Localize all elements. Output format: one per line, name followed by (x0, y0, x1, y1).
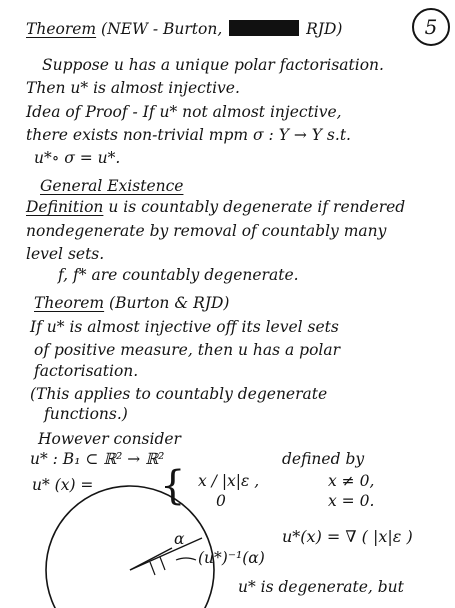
hatch-mark (150, 562, 155, 575)
theorem1-heading: Theorem (26, 20, 97, 38)
definition-line: f, f* are countably degenerate. (58, 266, 299, 284)
definition-label: Definition (26, 198, 104, 216)
unit-disc (46, 486, 214, 608)
theorem2-line: If u* is almost injective off its level sets (30, 318, 339, 336)
ray-segment (130, 538, 202, 570)
definition-line: level sets. (26, 245, 105, 263)
theorem2-attribution: (Burton & RJD) (109, 294, 230, 312)
defined-by: defined by (282, 450, 365, 468)
however-lead: However consider (38, 430, 181, 448)
definition-line: nondegenerate by removal of countably many (26, 222, 387, 240)
theorem2-heading: Theorem (34, 294, 105, 312)
hatch-mark (160, 557, 165, 570)
theorem1-line: Then u* is almost injective. (26, 79, 240, 97)
section-heading: General Existence (40, 177, 184, 195)
map-definition: u* : B₁ ⊂ ℝ² → ℝ² (30, 450, 165, 468)
case2-value: 0 (216, 492, 226, 510)
case2-condition: x = 0. (328, 492, 375, 510)
theorem2-line: functions.) (44, 405, 128, 423)
theorem1-attribution-close: RJD) (306, 20, 343, 38)
proof-line: there exists non-trivial mpm σ : Y → Y s.t. (26, 126, 351, 144)
proof-line: Idea of Proof - If u* not almost injective, (26, 103, 342, 121)
gradient-formula: u*(x) = ∇ ( |x|ε ) (282, 527, 413, 546)
theorem2-line: factorisation. (34, 362, 139, 380)
theorem2-line: (This applies to countably degenerate (30, 385, 328, 403)
case1-condition: x ≠ 0, (328, 472, 375, 490)
theorem1-attribution-open: (NEW - Burton, (101, 20, 223, 38)
alpha-label: α (174, 530, 185, 548)
piecewise-lhs: u* (x) = (32, 476, 94, 494)
proof-line: u*∘ σ = u*. (34, 149, 121, 167)
page-number: 5 (412, 8, 450, 46)
theorem2-line: of positive measure, then u has a polar (34, 341, 341, 359)
case1-value: x / |x|ε , (198, 472, 260, 490)
theorem1-line: Suppose u has a unique polar factorisation. (42, 56, 384, 74)
preimage-label: (u*)⁻¹(α) (198, 549, 265, 567)
bottom-line: u* is degenerate, but (238, 578, 404, 596)
definition-text: u is countably degenerate if rendered (108, 198, 406, 216)
pointer-arrow (176, 558, 196, 560)
brace: { (160, 463, 186, 509)
